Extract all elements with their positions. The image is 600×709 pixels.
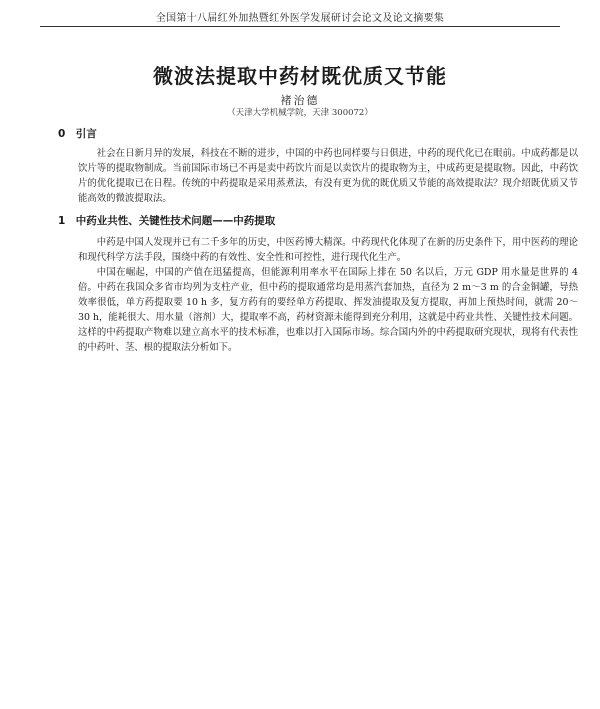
- section-heading-introduction: 0 引言: [58, 128, 97, 140]
- running-header: 全国第十八届红外加热暨红外医学发展研讨会论文及论文摘要集: [155, 13, 445, 24]
- header-rule: [40, 26, 560, 27]
- paper-title: 微波法提取中药材既优质又节能: [153, 64, 447, 88]
- paragraph-1-2: 中国在崛起，中国的产值在迅猛提高，但能源利用率水平在国际上排在 50 名以后，万元 GDP 用水量是世界的 4 倍。中药在我国众多省市均列为支柱产业，但中药的提取通常均是用蒸汽套加热，直径为 2 m～3 m 的合金铜罐，导热效率很低，单方药提取要 10 h 多，复方药有的要经单方药提取、挥发油提取及复方提取，再加上预热时间，就需 20～30 h，能耗很大、用水量（溶剂）大，提取率不高，药材资源未能得到充分利用，这就是中药业共性、关键性技术问题。这样的中药提取产物难以建立高水平的技术标准，也难以打入国际市场。综合国内外的中药提取研究现状，现将有代表性的中药叶、茎、根的提取法分析如下。: [78, 267, 578, 353]
- paragraph-introduction: 社会在日新月异的发展，科技在不断的进步，中国的中药也同样要与日俱进，中药的现代化已在眼前。中成药都是以饮片等的提取物制成。当前国际市场已不再是卖中药饮片而是以卖饮片的提取物为主，中成药更是提取物。因此，中药饮片的优化提取已在日程。传统的中药提取是采用蒸煮法，有没有更为优的既优质又节能的高效提取法？现介绍既优质又节能高效的微波提取法。: [78, 148, 578, 204]
- paragraph-1-1: 中药是中国人发现并已有二千多年的历史，中医药博大精深。中药现代化体现了在新的历史条件下，用中医药的理论和现代科学方法手段，围绕中药的有效性、安全性和可控性，进行现代化生产。: [78, 237, 578, 263]
- section-heading-1: 1 中药业共性、关键性技术问题——中药提取: [58, 215, 276, 227]
- paper-affiliation: （天津大学机械学院，天津 300072）: [227, 108, 373, 118]
- paper-author: 褚治德: [280, 94, 320, 107]
